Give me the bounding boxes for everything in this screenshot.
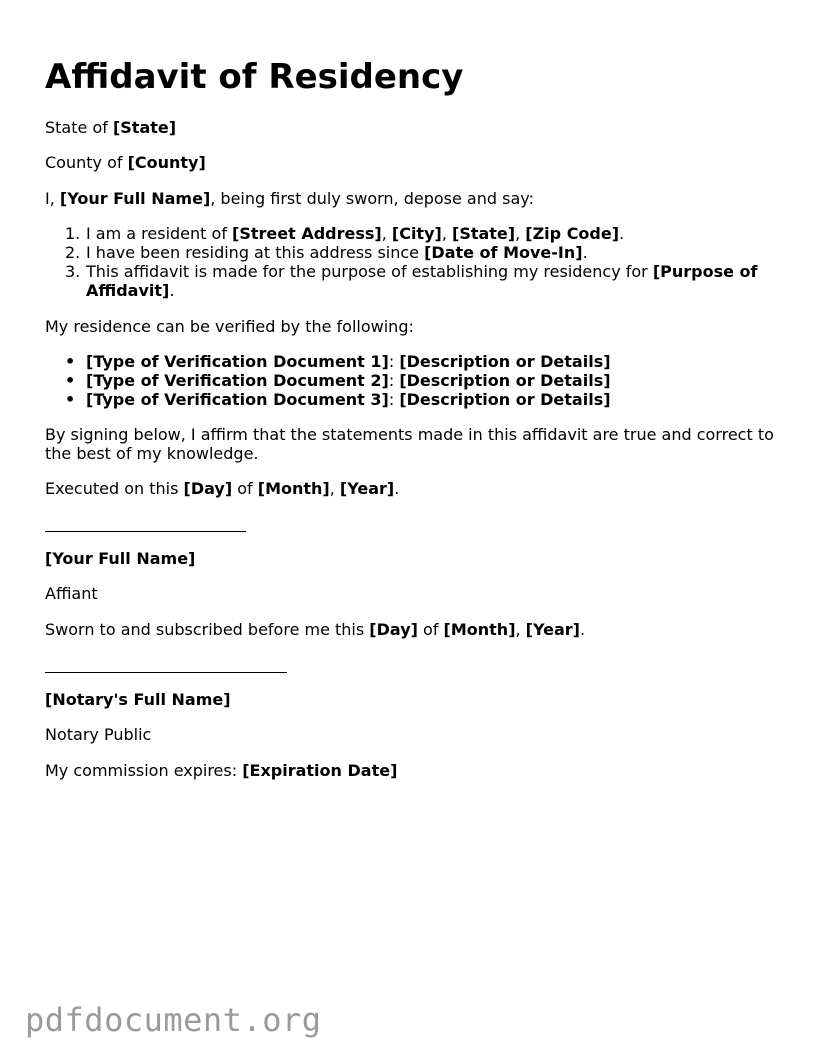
notary-name	[45, 690, 231, 709]
state-label: State of	[45, 118, 113, 137]
affiant-name	[45, 549, 195, 568]
sworn-day-field: [Day]	[369, 620, 418, 639]
document-title: Affidavit of Residency	[45, 57, 464, 97]
county-field: [County]	[127, 153, 206, 172]
verification-intro: My residence can be verified by the following:	[45, 317, 414, 336]
zip-code-field: [Zip Code]	[525, 224, 620, 243]
bullet-icon: •	[65, 390, 76, 409]
verification-description-field: [Description or Details]	[399, 352, 611, 371]
separator: ,	[515, 224, 526, 243]
period: .	[579, 620, 586, 639]
period: .	[394, 479, 400, 498]
commission-label: My commission expires:	[45, 761, 243, 780]
affiant-label: Affiant	[45, 584, 98, 603]
verification-item	[45, 371, 786, 390]
street-address-field: [Street Address]	[232, 224, 382, 243]
verification-document-field: [Type of Verification Document 3]	[86, 390, 389, 409]
statement-number: 1.	[65, 224, 81, 243]
state-line	[45, 118, 176, 137]
separator: ,	[441, 224, 452, 243]
separator: of	[417, 620, 444, 639]
move-in-date-field: [Date of Move-In]	[424, 243, 583, 262]
executed-year-field: [Year]	[339, 479, 395, 498]
statement-number: 3.	[65, 262, 81, 281]
verification-description-field: [Description or Details]	[399, 371, 611, 390]
city-field: [City]	[391, 224, 442, 243]
statement-item	[45, 224, 786, 243]
period: .	[169, 281, 175, 300]
full-name-field: [Your Full Name]	[59, 189, 211, 208]
bullet-icon: •	[65, 352, 76, 371]
intro-suffix: , being first duly sworn, depose and say:	[210, 189, 534, 208]
separator: :	[388, 371, 400, 390]
verification-list	[45, 352, 786, 409]
verification-description-field: [Description or Details]	[399, 390, 611, 409]
period: .	[619, 224, 625, 243]
separator: ,	[329, 479, 340, 498]
affiant-name-field: [Your Full Name]	[45, 549, 196, 568]
statement-text: I have been residing at this address since	[86, 243, 425, 262]
separator: ,	[381, 224, 392, 243]
statement-item	[45, 243, 786, 262]
statements-list	[45, 224, 786, 300]
intro-line	[45, 189, 534, 208]
separator: :	[388, 390, 400, 409]
bullet-icon: •	[65, 371, 76, 390]
statement-item	[45, 262, 786, 300]
state-field: [State]	[112, 118, 177, 137]
notary-label: Notary Public	[45, 725, 152, 744]
sworn-year-field: [Year]	[525, 620, 580, 639]
watermark: pdfdocument.org	[25, 1001, 322, 1039]
statement-text: This affidavit is made for the purpose of establishing my residency for	[86, 262, 653, 281]
verification-document-field: [Type of Verification Document 1]	[86, 352, 389, 371]
notary-name-field: [Notary's Full Name]	[45, 690, 231, 709]
executed-month-field: [Month]	[257, 479, 330, 498]
executed-day-field: [Day]	[183, 479, 233, 498]
separator: of	[232, 479, 258, 498]
state-address-field: [State]	[452, 224, 516, 243]
verification-item	[45, 352, 786, 371]
statement-number: 2.	[65, 243, 81, 262]
verification-item	[45, 390, 786, 409]
notary-signature-line	[45, 672, 287, 673]
county-line	[45, 153, 206, 172]
statement-text: I am a resident of	[86, 224, 233, 243]
sworn-line	[45, 620, 585, 639]
affirmation-text: By signing below, I affirm that the statements made in this affidavit are true and correct to the best of my knowledge.	[45, 425, 774, 463]
sworn-month-field: [Month]	[443, 620, 516, 639]
period: .	[582, 243, 588, 262]
purpose-field: [Purpose of Affidavit]	[86, 262, 758, 300]
executed-label: Executed on this	[45, 479, 184, 498]
expiration-date-field: [Expiration Date]	[242, 761, 398, 780]
separator: ,	[515, 620, 526, 639]
affiant-signature-line	[45, 531, 246, 532]
executed-line	[45, 479, 399, 498]
intro-prefix: I,	[45, 189, 60, 208]
verification-document-field: [Type of Verification Document 2]	[86, 371, 389, 390]
county-label: County of	[45, 153, 128, 172]
sworn-label: Sworn to and subscribed before me this	[45, 620, 370, 639]
separator: :	[388, 352, 400, 371]
commission-line	[45, 761, 397, 780]
